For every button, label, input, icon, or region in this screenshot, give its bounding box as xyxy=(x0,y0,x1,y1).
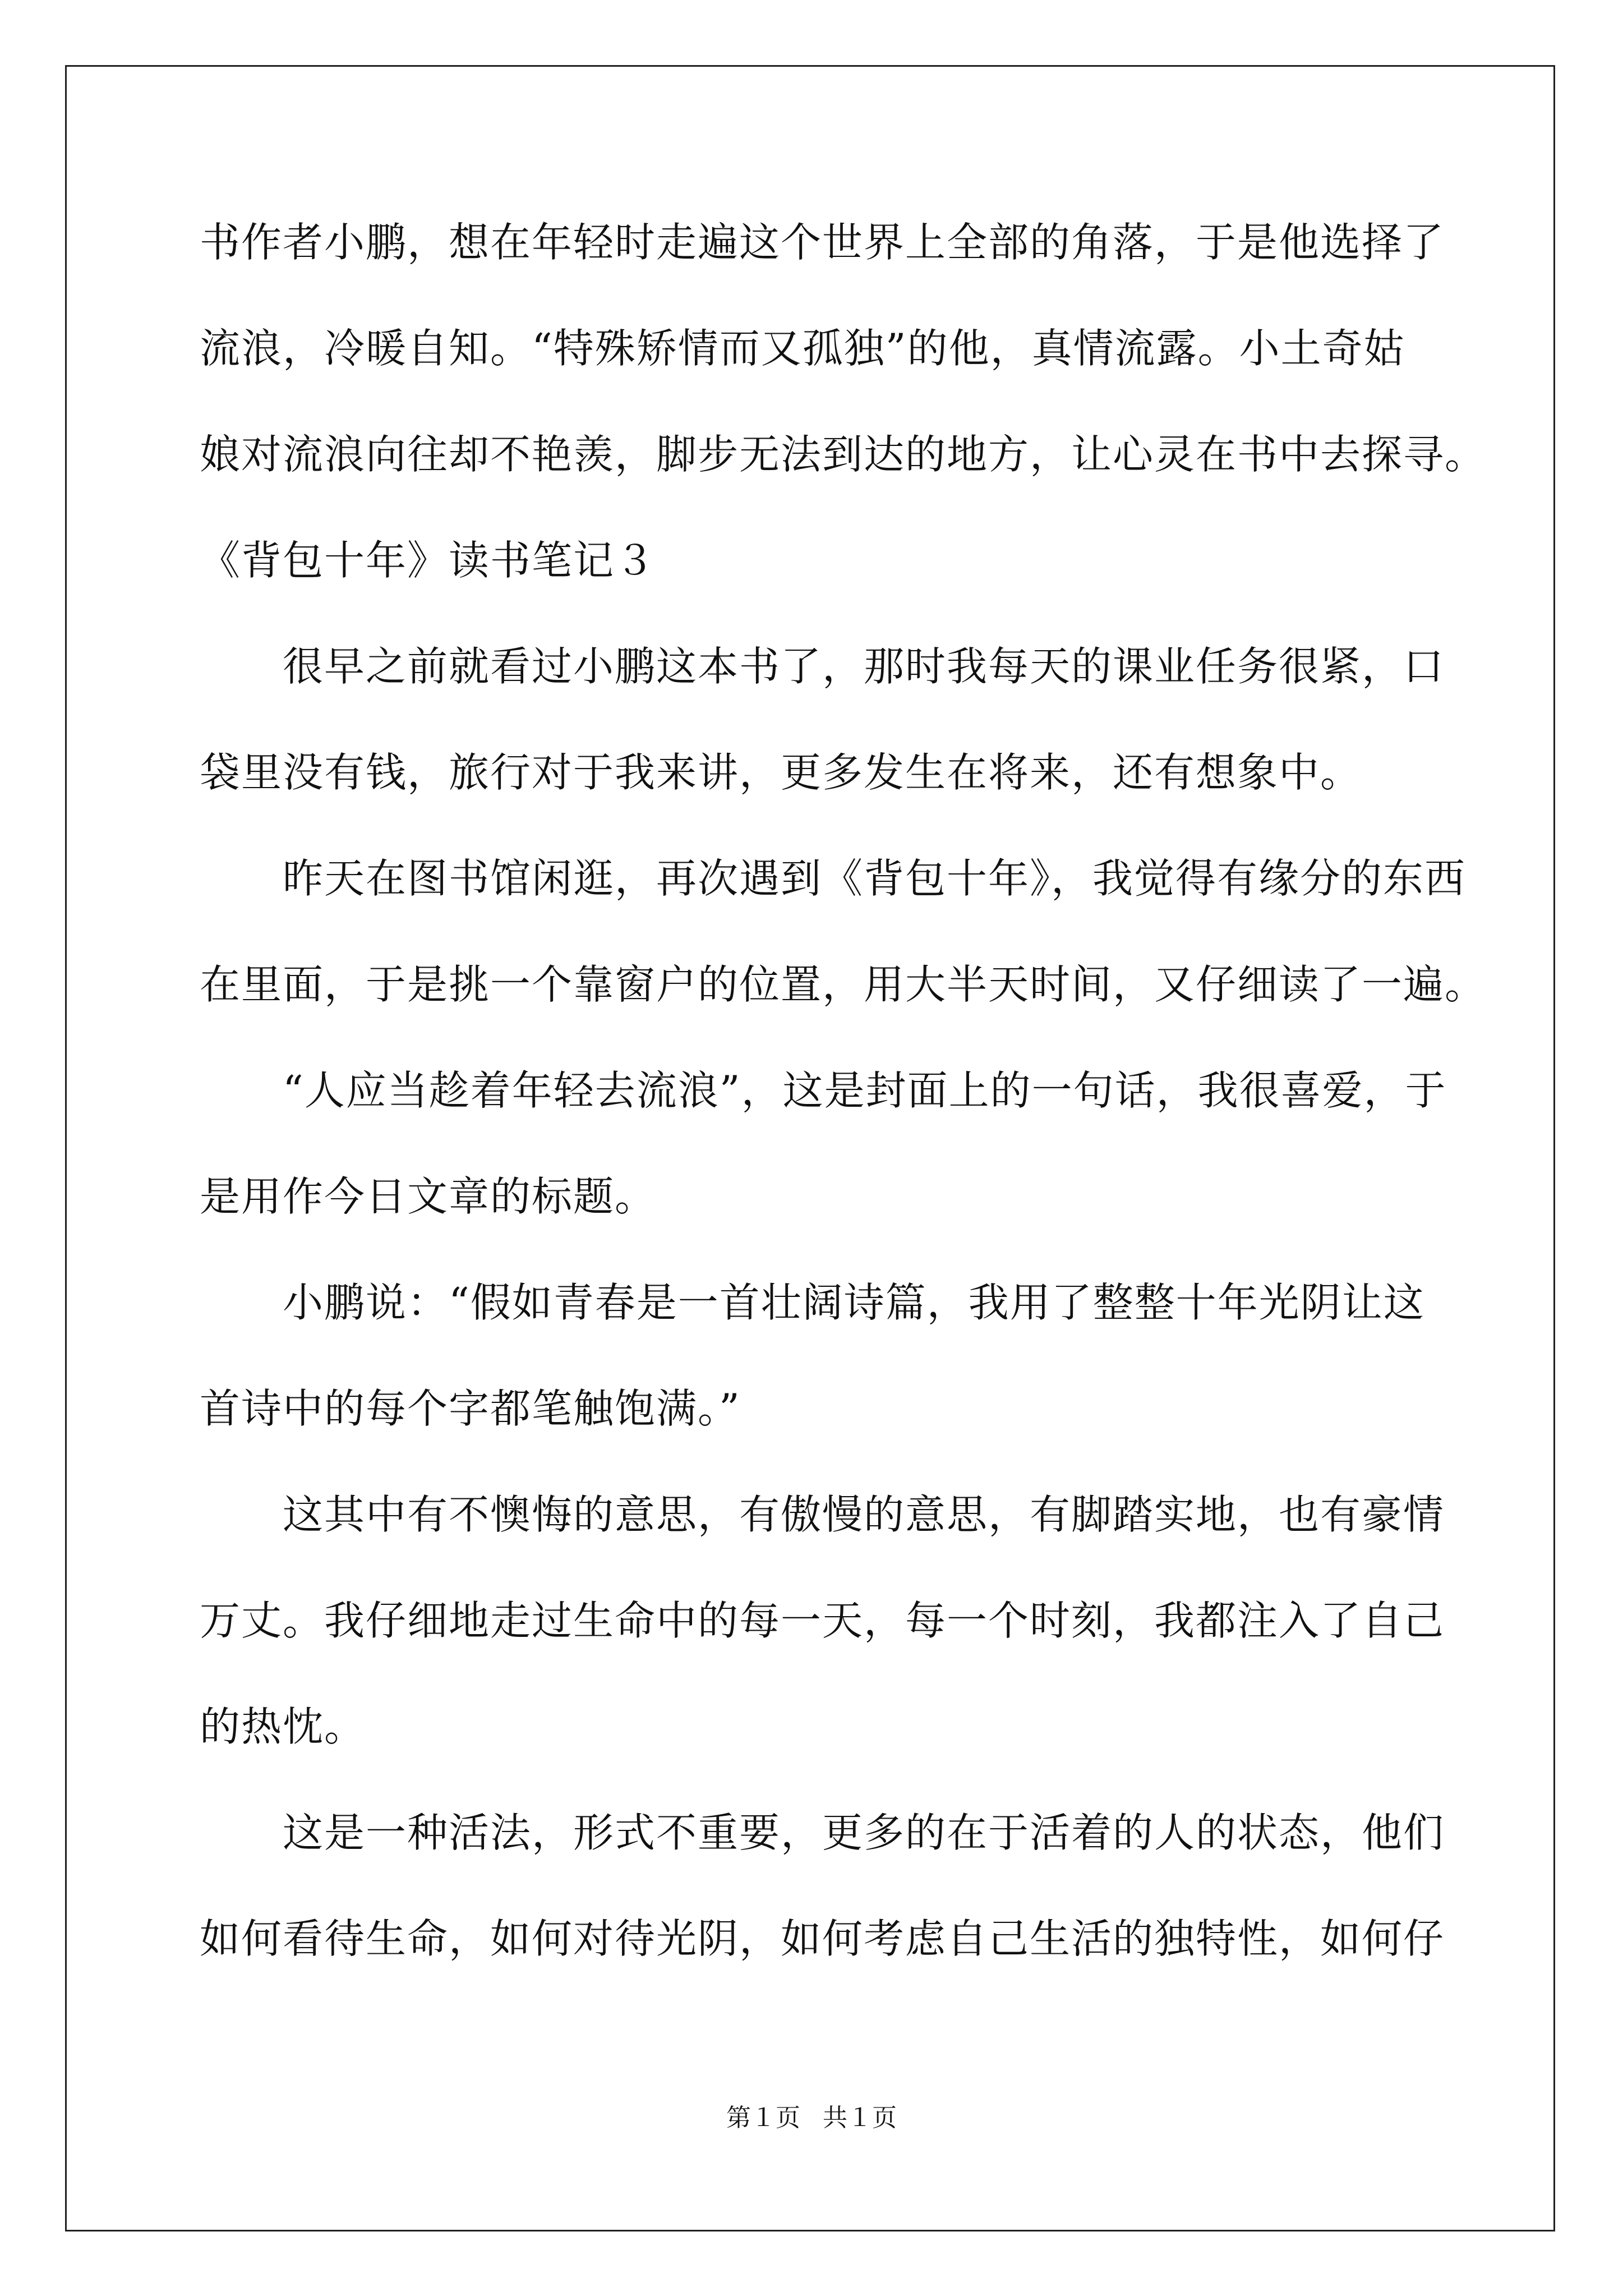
text-line-9: “人应当趁着年轻去流浪”，这是封面上的一句话，我很喜爱，于 xyxy=(200,1067,1447,1114)
text-line-11: 小鹏说：“假如青春是一首壮阔诗篇，我用了整整十年光阴让这 xyxy=(200,1279,1425,1326)
text-line-6: 袋里没有钱，旅行对于我来讲，更多发生在将来，还有想象中。 xyxy=(200,749,1362,796)
page-number: 第１页 xyxy=(726,2104,800,2132)
text-line-5: 很早之前就看过小鹏这本书了，那时我每天的课业任务很紧，口 xyxy=(200,643,1445,690)
text-line-14: 万丈。我仔细地走过生命中的每一天，每一个时刻，我都注入了自己 xyxy=(200,1597,1445,1644)
text-line-12: 首诗中的每个字都笔触饱满。” xyxy=(200,1385,741,1432)
text-line-1: 书作者小鹏，想在年轻时走遍这个世界上全部的角落，于是他选择了 xyxy=(200,219,1445,266)
text-line-8: 在里面，于是挑一个靠窗户的位置，用大半天时间，又仔细读了一遍。 xyxy=(200,961,1487,1008)
text-line-15: 的热忱。 xyxy=(200,1703,366,1750)
text-line-2: 流浪，冷暖自知。“特殊矫情而又孤独”的他，真情流露。小土奇姑 xyxy=(200,325,1405,372)
text-line-3: 娘对流浪向往却不艳羡，脚步无法到达的地方，让心灵在书中去探寻。 xyxy=(200,431,1487,478)
section-heading: 《背包十年》读书笔记３ xyxy=(200,537,657,584)
page-total: 共１页 xyxy=(823,2104,897,2132)
text-line-17: 如何看待生命，如何对待光阴，如何考虑自己生活的独特性，如何仔 xyxy=(200,1915,1445,1962)
page-footer xyxy=(0,2101,1623,2135)
text-line-16: 这是一种活法，形式不重要，更多的在于活着的人的状态，他们 xyxy=(200,1809,1445,1856)
text-line-7: 昨天在图书馆闲逛，再次遇到《背包十年》，我觉得有缘分的东西 xyxy=(200,855,1467,902)
page-border xyxy=(65,65,1555,2231)
text-line-13: 这其中有不懊悔的意思，有傲慢的意思，有脚踏实地，也有豪情 xyxy=(200,1491,1445,1538)
text-line-10: 是用作今日文章的标题。 xyxy=(200,1173,657,1220)
